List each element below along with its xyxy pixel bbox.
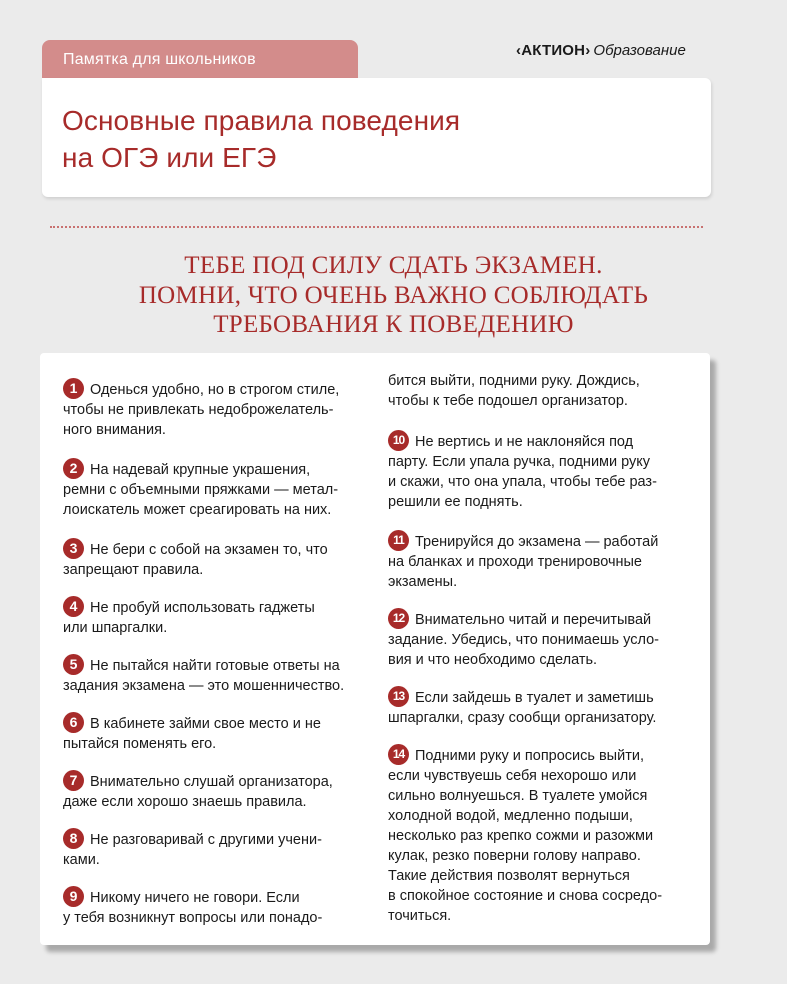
rule-text-line: чтобы не привлекать недоброжелатель- (63, 402, 334, 418)
rule-number-badge: 11 (388, 530, 409, 551)
motto-line-2: ПОМНИ, ЧТО ОЧЕНЬ ВАЖНО СОБЛЮДАТЬ (138, 282, 649, 309)
rule-text-line: кулак, резко поверни голову направо. (388, 848, 641, 864)
rule-text-line: холодной водой, медленно подыши, (388, 808, 633, 824)
rule-text-line: несколько раз крепко сожми и разожми (388, 828, 654, 844)
rule-text-line: ного внимания. (63, 422, 166, 438)
rule-text-line: запрещают правила. (63, 562, 204, 578)
rule-number-badge: 7 (63, 770, 84, 791)
brand-logo (516, 42, 686, 59)
rule-text-line: если чувствуешь себя нехорошо или (388, 768, 637, 784)
rule-text-line: Оденься удобно, но в строгом стиле, (90, 382, 340, 398)
dotted-divider (50, 226, 703, 228)
motto-line-3: ТРЕБОВАНИЯ К ПОВЕДЕНИЮ (213, 311, 574, 338)
rule-number-badge: 9 (63, 886, 84, 907)
rule-text-line: вия и что необходимо сделать. (388, 652, 598, 668)
rule-number-badge: 6 (63, 712, 84, 733)
rule-text-line: в спокойное состояние и снова сосредо- (388, 888, 663, 904)
rule-text-line: чтобы к тебе подошел организатор. (388, 393, 628, 409)
rule-text-line: Не вертись и не наклоняйся под (415, 434, 634, 450)
rule-text-line: лоискатель может среагировать на них. (63, 502, 332, 518)
rules-list (40, 353, 710, 945)
rule-text-line: Не разговаривай с другими учени- (90, 832, 322, 848)
rule-text-line: на бланках и проходи тренировочные (388, 554, 642, 570)
rule-number-badge: 5 (63, 654, 84, 675)
motto-line-1: ТЕБЕ ПОД СИЛУ СДАТЬ ЭКЗАМЕН. (184, 252, 603, 279)
rule-text-line: и скажи, что она упала, чтобы тебе раз- (388, 474, 657, 490)
rule-text-line: ками. (63, 852, 100, 868)
brand-subtitle: Образование (593, 42, 686, 59)
rule-text-line: сильно волнуешься. В туалете умойся (388, 788, 648, 804)
rule-number-badge: 8 (63, 828, 84, 849)
rule-text-line: у тебя возникнут вопросы или понадо- (63, 910, 323, 926)
rule-text-line: Не пытайся найти готовые ответы на (90, 658, 340, 674)
brand-name: ‹АКТИОН› (516, 42, 591, 59)
rule-number-badge: 3 (63, 538, 84, 559)
title-card (42, 78, 711, 197)
rule-text-line: Внимательно читай и перечитывай (415, 612, 652, 628)
rule-number-badge: 14 (388, 744, 409, 765)
rule-text-line: Внимательно слушай организатора, (90, 774, 333, 790)
page-title-line-2: на ОГЭ или ЕГЭ (62, 142, 277, 173)
rule-text-line: даже если хорошо знаешь правила. (63, 794, 307, 810)
page-title-line-1: Основные правила поведения (62, 105, 461, 136)
rule-text-line: задание. Убедись, что понимаешь усло- (388, 632, 659, 648)
rule-text-line: Не бери с собой на экзамен то, что (90, 542, 328, 558)
rule-number-badge: 10 (388, 430, 409, 451)
memo-tag (42, 40, 358, 78)
rule-text-line: экзамены. (388, 574, 458, 590)
rule-number-badge: 1 (63, 378, 84, 399)
rule-text-line: решили ее поднять. (388, 494, 523, 510)
rule-text-line: Не пробуй использовать гаджеты (90, 600, 315, 616)
rule-text-line: Если зайдешь в туалет и заметишь (415, 690, 654, 706)
rule-number-badge: 12 (388, 608, 409, 629)
rule-text-line: задания экзамена — это мошенничество. (63, 678, 345, 694)
rule-text-line: бится выйти, подними руку. Дождись, (388, 373, 640, 389)
rule-text-line: Подними руку и попросись выйти, (415, 748, 644, 764)
rule-text-line: В кабинете займи свое место и не (90, 716, 321, 732)
memo-tag-label: Памятка для школьников (63, 51, 256, 68)
rule-text-line: На надевай крупные украшения, (90, 462, 311, 478)
rule-text-line: или шпаргалки. (63, 620, 168, 636)
rule-text-line: ремни с объемными пряжками — метал- (63, 482, 339, 498)
rule-number-badge: 2 (63, 458, 84, 479)
rule-text-line: пытайся поменять его. (63, 736, 217, 752)
rule-text-line: Никому ничего не говори. Если (90, 890, 300, 906)
rule-text-line: шпаргалки, сразу сообщи организатору. (388, 710, 657, 726)
rule-text-line: точиться. (388, 908, 452, 924)
rule-text-line: парту. Если упала ручка, подними руку (388, 454, 651, 470)
rule-number-badge: 13 (388, 686, 409, 707)
rule-number-badge: 4 (63, 596, 84, 617)
rule-text-line: Такие действия позволят вернуться (388, 868, 630, 884)
rule-text-line: Тренируйся до экзамена — работай (415, 534, 659, 550)
